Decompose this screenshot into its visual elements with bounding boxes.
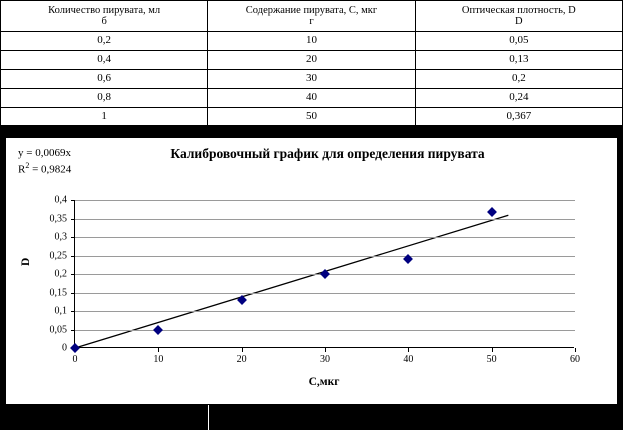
r-squared-text: $R^2 = 0,9824$ — [18, 160, 72, 176]
cell-volume: 0,4 — [1, 51, 208, 70]
grid-line — [75, 330, 575, 331]
cell-density: 0,2 — [415, 70, 622, 89]
table-header-cell-density — [415, 1, 622, 32]
grid-line — [75, 219, 575, 220]
cell-content: 40 — [208, 89, 415, 108]
grid-line — [75, 311, 575, 312]
x-tick-label: 30 — [320, 354, 330, 365]
y-tick-label: 0,05 — [49, 324, 67, 335]
y-tick-mark — [71, 311, 75, 312]
y-tick-mark — [71, 237, 75, 238]
x-tick-label: 50 — [486, 354, 497, 365]
y-tick-label: 0,25 — [49, 250, 67, 261]
equation-text: y = 0,0069x — [18, 147, 71, 159]
grid-line — [75, 293, 575, 294]
table-row — [1, 51, 623, 70]
table-row — [1, 70, 623, 89]
header-text-content: Содержание пирувата, С, мкг — [245, 4, 378, 16]
x-tick-mark — [242, 348, 243, 352]
table-header-row — [1, 1, 623, 32]
cell-volume: 0,2 — [1, 32, 208, 51]
cell-density: 0,05 — [415, 32, 622, 51]
calibration-chart — [5, 137, 618, 405]
y-tick-label: 0 — [62, 342, 67, 354]
x-tick-mark — [492, 348, 493, 352]
y-tick-mark — [71, 256, 75, 257]
x-tick-label: 20 — [236, 354, 247, 365]
cell-volume: 0,8 — [1, 89, 208, 108]
x-tick-label: 40 — [403, 354, 414, 365]
bottom-divider — [208, 405, 209, 430]
x-tick-label: 0 — [72, 354, 78, 365]
y-tick-mark — [71, 274, 75, 275]
y-tick-mark — [71, 200, 75, 201]
x-tick-mark — [325, 348, 326, 352]
plot-area — [49, 194, 580, 365]
grid-line — [75, 256, 575, 257]
y-tick-label: 0,1 — [54, 305, 67, 317]
cell-content: 20 — [208, 51, 415, 70]
x-axis-title: С,мкг — [308, 376, 340, 388]
y-tick-label: 0,15 — [49, 287, 67, 298]
x-tick-mark — [408, 348, 409, 352]
header-symbol-density: D — [515, 16, 523, 27]
y-tick-label: 0,3 — [54, 231, 67, 243]
y-tick-mark — [71, 293, 75, 294]
x-tick-label: 60 — [570, 354, 580, 365]
header-text-density: Оптическая плотность, D — [461, 4, 576, 16]
table-header-cell-content — [208, 1, 415, 32]
x-tick-label: 10 — [153, 354, 164, 365]
cell-density: 0,24 — [415, 89, 622, 108]
y-tick-mark — [71, 219, 75, 220]
header-text-volume: Количество пирувата, мл — [48, 4, 161, 16]
cell-volume: 1 — [1, 108, 208, 127]
cell-content: 50 — [208, 108, 415, 127]
x-tick-mark — [158, 348, 159, 352]
grid-line — [75, 200, 575, 201]
cell-content: 10 — [208, 32, 415, 51]
table-row — [1, 89, 623, 108]
y-tick-label: 0,2 — [54, 268, 67, 280]
chart-title: Калибровочный график для определения пирувата — [170, 146, 485, 161]
table-header-cell-volume — [1, 1, 208, 32]
cell-volume: 0,6 — [1, 70, 208, 89]
cell-density: 0,13 — [415, 51, 622, 70]
y-axis-title: D — [20, 257, 32, 266]
table-row — [1, 108, 623, 127]
cell-density: 0,367 — [415, 108, 622, 127]
y-tick-label: 0,35 — [49, 213, 67, 224]
table-row — [1, 32, 623, 51]
calibration-table-container — [0, 0, 623, 125]
y-tick-label: 0,4 — [54, 194, 67, 206]
x-tick-mark — [575, 348, 576, 352]
header-symbol-volume: б — [101, 16, 107, 27]
cell-content: 30 — [208, 70, 415, 89]
y-tick-mark — [71, 330, 75, 331]
grid-line — [75, 237, 575, 238]
calibration-table — [0, 0, 623, 127]
header-symbol-content: г — [309, 16, 314, 27]
